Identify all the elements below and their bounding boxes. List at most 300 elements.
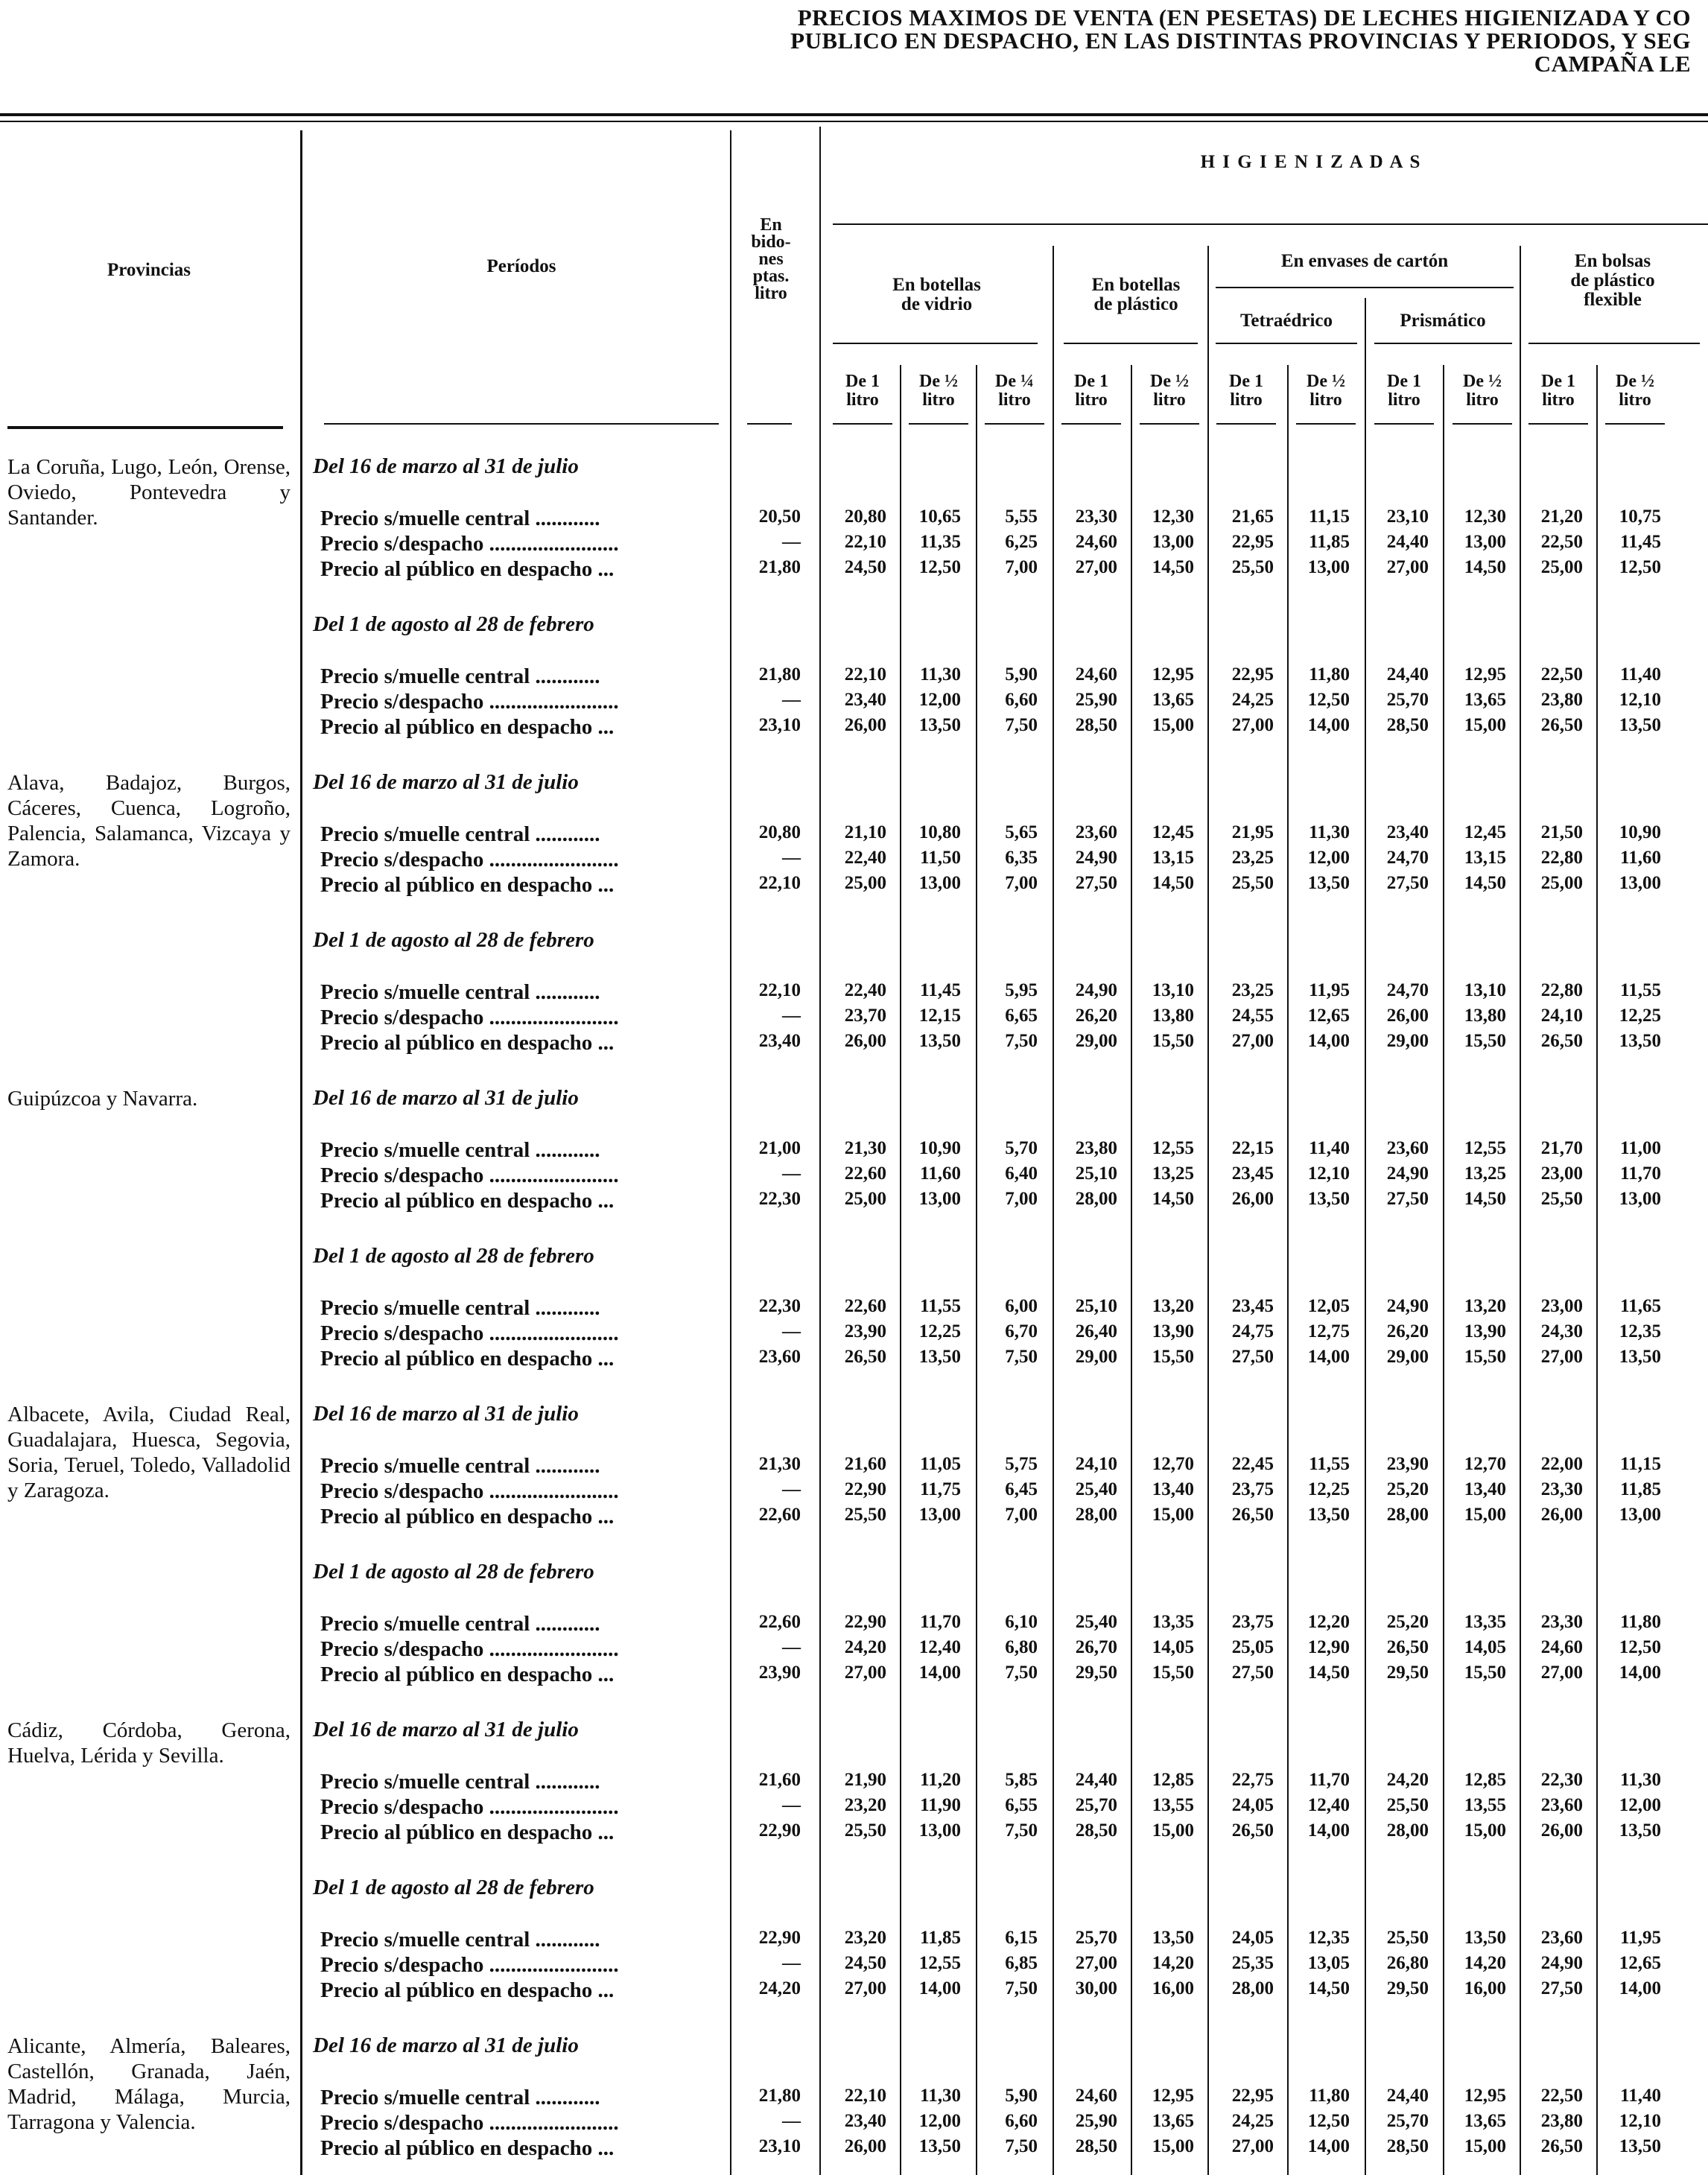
price-cell: 13,50: [1619, 1347, 1661, 1367]
price-cell: 23,90: [1386, 1454, 1429, 1474]
price-cell: 20,50: [758, 507, 801, 527]
sub-header-bottom: litro: [1619, 390, 1651, 410]
price-cell: 25,50: [844, 1505, 886, 1525]
price-cell: —: [782, 1321, 801, 1341]
price-cell: 13,00: [918, 1505, 961, 1525]
price-cell: 24,25: [1231, 690, 1274, 710]
carton-header: En envases de cartón: [1280, 251, 1449, 271]
price-cell: 27,50: [1540, 1978, 1583, 1998]
sub-header-top: De ½: [1616, 372, 1654, 391]
price-cell: 24,50: [844, 557, 886, 577]
price-cell: 23,30: [1075, 507, 1117, 527]
price-cell: 12,00: [918, 2111, 961, 2131]
price-cell: 27,00: [1540, 1663, 1583, 1683]
price-cell: 11,55: [1620, 980, 1661, 1000]
price-cell: 26,00: [844, 2136, 886, 2156]
sub-header-top: De ¼: [995, 372, 1034, 391]
price-cell: 14,50: [1307, 1663, 1350, 1683]
price-cell: —: [782, 1795, 801, 1815]
price-cell: 24,90: [1540, 1953, 1583, 1973]
price-cell: 27,00: [844, 1663, 886, 1683]
sub-header-bottom: litro: [1153, 390, 1186, 410]
period-label: Del 16 de marzo al 31 de julio: [313, 770, 579, 794]
tetra-rule: [1216, 343, 1357, 344]
price-cell: 22,95: [1231, 2086, 1274, 2106]
prismatico-header: Prismático: [1400, 311, 1486, 331]
tetraedrico-header: Tetraédrico: [1239, 311, 1333, 331]
price-cell: 25,10: [1075, 1163, 1117, 1184]
price-cell: 25,00: [1540, 873, 1583, 893]
price-cell: 24,60: [1540, 1637, 1583, 1657]
price-cell: 25,40: [1075, 1612, 1117, 1632]
price-cell: —: [782, 1163, 801, 1184]
price-cell: 25,90: [1075, 690, 1117, 710]
price-cell: 6,70: [1005, 1321, 1038, 1341]
price-cell: 12,00: [918, 690, 961, 710]
price-cell: 14,50: [1152, 557, 1194, 577]
price-cell: 25,00: [844, 873, 886, 893]
price-cell: 26,00: [1540, 1505, 1583, 1525]
vidrio-header-line: de vidrio: [901, 294, 973, 314]
price-cell: 13,50: [918, 2136, 961, 2156]
price-cell: 11,15: [1309, 507, 1350, 527]
price-cell: 11,20: [920, 1770, 961, 1790]
price-cell: 12,10: [1307, 1163, 1350, 1184]
price-cell: 26,50: [1231, 1820, 1274, 1841]
price-cell: 20,80: [758, 822, 801, 842]
price-cell: 6,65: [1005, 1006, 1038, 1026]
price-cell: 14,50: [1152, 1189, 1194, 1209]
price-cell: 22,95: [1231, 664, 1274, 685]
price-cell: 6,55: [1005, 1795, 1038, 1815]
price-cell: 12,20: [1307, 1612, 1350, 1632]
price-cell: 6,15: [1005, 1928, 1038, 1948]
bolsas-header-line: de plástico: [1570, 270, 1655, 290]
price-cell: 15,00: [1152, 1820, 1194, 1841]
price-cell: 12,45: [1464, 822, 1506, 842]
price-cell: 13,50: [1619, 2136, 1661, 2156]
price-cell: 22,50: [1540, 532, 1583, 552]
price-cell: 24,90: [1075, 980, 1117, 1000]
price-cell: 13,10: [1464, 980, 1506, 1000]
price-cell: —: [782, 1006, 801, 1026]
price-cell: 11,35: [920, 532, 961, 552]
price-cell: 12,30: [1464, 507, 1506, 527]
bidones-header-line: ptas.: [752, 267, 790, 286]
row-label: Precio al público en despacho ...: [320, 1663, 615, 1686]
price-cell: 11,30: [920, 664, 961, 685]
price-cell: 26,50: [844, 1347, 886, 1367]
price-cell: —: [782, 532, 801, 552]
price-cell: 5,95: [1005, 980, 1038, 1000]
price-cell: 28,50: [1386, 715, 1429, 735]
price-cell: 21,80: [758, 557, 801, 577]
price-cell: 12,50: [1307, 2111, 1350, 2131]
price-cell: 14,50: [1464, 557, 1506, 577]
price-cell: 12,95: [1464, 664, 1506, 685]
price-cell: 5,90: [1005, 2086, 1038, 2106]
sub-header-rule-9: [1453, 423, 1512, 425]
price-cell: 28,00: [1231, 1978, 1274, 1998]
sub-header-top: De 1: [1074, 372, 1108, 391]
price-cell: 11,80: [1620, 1612, 1661, 1632]
price-cell: 12,75: [1307, 1321, 1350, 1341]
price-cell: 11,45: [920, 980, 961, 1000]
sub-header-top: De 1: [1541, 372, 1575, 391]
price-cell: 27,50: [1231, 1347, 1274, 1367]
price-cell: 26,00: [1540, 1820, 1583, 1841]
price-cell: 24,40: [1386, 2086, 1429, 2106]
price-cell: 6,85: [1005, 1953, 1038, 1973]
price-cell: 28,00: [1075, 1505, 1117, 1525]
sub-header-rule-4: [1061, 423, 1121, 425]
price-cell: 28,00: [1386, 1820, 1429, 1841]
col-rule-2: [976, 365, 977, 2175]
price-cell: 11,55: [1309, 1454, 1350, 1474]
price-cell: 27,00: [1231, 2136, 1274, 2156]
price-cell: 23,30: [1540, 1479, 1583, 1499]
price-cell: 23,00: [1540, 1296, 1583, 1316]
price-cell: 10,90: [918, 1138, 961, 1158]
price-cell: 14,20: [1152, 1953, 1194, 1973]
price-cell: 24,60: [1075, 2086, 1117, 2106]
price-cell: 24,70: [1386, 980, 1429, 1000]
price-cell: 24,30: [1540, 1321, 1583, 1341]
period-label: Del 1 de agosto al 28 de febrero: [313, 1876, 594, 1899]
provincias-header: Provincias: [107, 260, 191, 280]
price-cell: 22,00: [1540, 1454, 1583, 1474]
price-cell: 22,80: [1540, 980, 1583, 1000]
price-cell: 24,25: [1231, 2111, 1274, 2131]
price-cell: 15,50: [1152, 1347, 1194, 1367]
price-cell: 25,10: [1075, 1296, 1117, 1316]
price-cell: 29,00: [1075, 1347, 1117, 1367]
col-rule-10: [1596, 365, 1598, 2175]
sub-header-bottom: litro: [846, 390, 879, 410]
price-cell: 23,60: [1075, 822, 1117, 842]
price-cell: 10,75: [1619, 507, 1661, 527]
price-cell: 11,60: [1620, 848, 1661, 868]
price-cell: 14,05: [1464, 1637, 1506, 1657]
price-cell: 21,65: [1231, 507, 1274, 527]
price-cell: 22,50: [1540, 2086, 1583, 2106]
price-cell: 20,80: [844, 507, 886, 527]
price-cell: 21,95: [1231, 822, 1274, 842]
bolsas-header-line: En bolsas: [1574, 251, 1651, 271]
price-cell: 11,55: [920, 1296, 961, 1316]
row-label: Precio s/muelle central ............: [320, 1612, 600, 1636]
price-cell: 5,75: [1005, 1454, 1038, 1474]
price-cell: 25,20: [1386, 1612, 1429, 1632]
price-cell: 11,65: [1620, 1296, 1661, 1316]
sub-header-top: De 1: [1229, 372, 1263, 391]
price-cell: —: [782, 1953, 801, 1973]
price-cell: 7,50: [1005, 2136, 1038, 2156]
price-cell: 27,00: [1231, 715, 1274, 735]
price-cell: 11,60: [920, 1163, 961, 1184]
row-label: Precio s/muelle central ............: [320, 980, 600, 1004]
row-label: Precio al público en despacho ...: [320, 1978, 615, 2002]
price-cell: 14,00: [1307, 2136, 1350, 2156]
row-label: Precio s/muelle central ............: [320, 507, 600, 530]
price-cell: 23,10: [1386, 507, 1429, 527]
row-label: Precio s/muelle central ............: [320, 1296, 600, 1320]
sub-header-top: De ½: [1463, 372, 1502, 391]
price-cell: 7,00: [1005, 1189, 1038, 1209]
price-cell: 24,40: [1386, 532, 1429, 552]
price-cell: 26,20: [1386, 1321, 1429, 1341]
row-label: Precio al público en despacho ...: [320, 1189, 615, 1213]
title-line-2: PUBLICO EN DESPACHO, EN LAS DISTINTAS PROVINCIAS Y PERIODOS, Y SEG: [790, 28, 1691, 54]
price-cell: 23,80: [1540, 690, 1583, 710]
price-cell: 12,40: [1307, 1795, 1350, 1815]
price-cell: 21,60: [844, 1454, 886, 1474]
row-label: Precio s/despacho ........................: [320, 1953, 619, 1977]
row-label: Precio s/despacho ........................: [320, 1163, 619, 1187]
row-label: Precio s/despacho ........................: [320, 1637, 619, 1661]
price-cell: 13,55: [1464, 1795, 1506, 1815]
periodos-header: Períodos: [486, 256, 556, 276]
bidones-header-line: nes: [758, 250, 784, 269]
price-cell: 12,85: [1464, 1770, 1506, 1790]
price-cell: 22,90: [844, 1612, 886, 1632]
price-cell: 23,40: [844, 2111, 886, 2131]
price-cell: 24,75: [1231, 1321, 1274, 1341]
price-cell: 25,00: [844, 1189, 886, 1209]
price-cell: 21,90: [844, 1770, 886, 1790]
top-rule: [0, 113, 1708, 116]
price-cell: 12,70: [1464, 1454, 1506, 1474]
price-cell: 15,50: [1464, 1663, 1506, 1683]
price-cell: 5,85: [1005, 1770, 1038, 1790]
price-cell: 16,00: [1152, 1978, 1194, 1998]
price-cell: 14,00: [1619, 1663, 1661, 1683]
price-cell: 12,00: [1619, 1795, 1661, 1815]
price-cell: 28,50: [1386, 2136, 1429, 2156]
price-cell: 12,00: [1307, 848, 1350, 868]
price-cell: 23,40: [1386, 822, 1429, 842]
price-cell: 6,35: [1005, 848, 1038, 868]
period-label: Del 1 de agosto al 28 de febrero: [313, 1244, 594, 1268]
price-cell: 12,95: [1464, 2086, 1506, 2106]
price-cell: 22,40: [844, 980, 886, 1000]
price-cell: 15,00: [1152, 715, 1194, 735]
price-cell: 15,50: [1464, 1347, 1506, 1367]
price-cell: 22,90: [758, 1820, 801, 1841]
col-rule-provinces: [300, 130, 302, 2175]
price-cell: 21,50: [1540, 822, 1583, 842]
price-cell: 16,00: [1464, 1978, 1506, 1998]
price-cell: 13,50: [1307, 1189, 1350, 1209]
price-cell: 7,50: [1005, 1978, 1038, 1998]
price-cell: 14,20: [1464, 1953, 1506, 1973]
price-cell: 24,05: [1231, 1795, 1274, 1815]
price-cell: 21,00: [758, 1138, 801, 1158]
price-cell: 24,90: [1386, 1296, 1429, 1316]
periods-header-rule: [324, 423, 719, 425]
price-cell: 23,30: [1540, 1612, 1583, 1632]
price-cell: 24,10: [1540, 1006, 1583, 1026]
price-cell: 25,50: [1231, 873, 1274, 893]
sub-header-rule-11: [1605, 423, 1665, 425]
price-cell: 26,70: [1075, 1637, 1117, 1657]
price-cell: 14,50: [1152, 873, 1194, 893]
price-cell: 5,55: [1005, 507, 1038, 527]
province-group-label: Albacete, Avila, Ciudad Real, Guadalajara, Huesca, Segovia, Soria, Teruel, Toledo, Valladolid y Zaragoza.: [7, 1403, 291, 1502]
province-group-label: La Coruña, Lugo, León, Orense, Oviedo, Pontevedra y Santander.: [7, 455, 291, 530]
price-cell: 12,90: [1307, 1637, 1350, 1657]
page-title: [588, 6, 1691, 75]
price-cell: 22,60: [844, 1163, 886, 1184]
price-cell: 13,35: [1152, 1612, 1194, 1632]
price-cell: 13,90: [1152, 1321, 1194, 1341]
sub-header-top: De 1: [845, 372, 880, 391]
price-cell: 13,25: [1464, 1163, 1506, 1184]
price-cell: 24,90: [1386, 1163, 1429, 1184]
price-cell: 22,30: [758, 1296, 801, 1316]
price-cell: —: [782, 1479, 801, 1499]
price-cell: 27,00: [1231, 1031, 1274, 1051]
price-cell: 22,45: [1231, 1454, 1274, 1474]
col-rule-4: [1131, 365, 1132, 2175]
price-cell: 24,50: [844, 1953, 886, 1973]
price-cell: 26,00: [1386, 1006, 1429, 1026]
price-cell: 12,35: [1619, 1321, 1661, 1341]
price-cell: 11,40: [1620, 664, 1661, 685]
price-cell: 13,00: [918, 1189, 961, 1209]
price-cell: 5,70: [1005, 1138, 1038, 1158]
price-cell: 24,60: [1075, 664, 1117, 685]
price-cell: 6,10: [1005, 1612, 1038, 1632]
price-cell: 12,25: [1307, 1479, 1350, 1499]
price-cell: 15,00: [1464, 1505, 1506, 1525]
period-label: Del 1 de agosto al 28 de febrero: [313, 612, 594, 636]
price-cell: 25,05: [1231, 1637, 1274, 1657]
price-cell: 22,40: [844, 848, 886, 868]
price-cell: 7,00: [1005, 1505, 1038, 1525]
price-cell: 28,50: [1075, 1820, 1117, 1841]
row-label: Precio al público en despacho ...: [320, 1031, 615, 1055]
sub-header-rule-1: [833, 423, 892, 425]
price-cell: 15,00: [1464, 2136, 1506, 2156]
price-cell: 23,00: [1540, 1163, 1583, 1184]
price-cell: 23,20: [844, 1928, 886, 1948]
price-cell: 24,05: [1231, 1928, 1274, 1948]
col-rule-8: [1443, 365, 1444, 2175]
price-cell: 13,65: [1464, 2111, 1506, 2131]
price-cell: 24,40: [1075, 1770, 1117, 1790]
price-cell: 23,75: [1231, 1612, 1274, 1632]
row-label: Precio s/muelle central ............: [320, 1454, 600, 1478]
row-label: Precio al público en despacho ...: [320, 1347, 615, 1371]
price-cell: 23,20: [844, 1795, 886, 1815]
price-cell: 26,80: [1386, 1953, 1429, 1973]
price-cell: 25,70: [1075, 1795, 1117, 1815]
price-cell: 13,65: [1152, 690, 1194, 710]
price-cell: 12,85: [1152, 1770, 1194, 1790]
price-cell: 13,50: [918, 1031, 961, 1051]
price-cell: 21,70: [1540, 1138, 1583, 1158]
price-cell: 21,60: [758, 1770, 801, 1790]
price-cell: 6,60: [1005, 2111, 1038, 2131]
sub-header-rule-7: [1296, 423, 1356, 425]
price-cell: 25,90: [1075, 2111, 1117, 2131]
price-cell: 23,60: [758, 1347, 801, 1367]
price-cell: 7,50: [1005, 1347, 1038, 1367]
price-cell: 12,95: [1152, 2086, 1194, 2106]
price-cell: 11,85: [1620, 1479, 1661, 1499]
price-cell: 28,00: [1075, 1189, 1117, 1209]
price-cell: 13,00: [918, 1820, 961, 1841]
price-cell: 26,50: [1540, 2136, 1583, 2156]
row-label: Precio s/despacho ........................: [320, 690, 619, 714]
price-cell: 29,00: [1386, 1031, 1429, 1051]
price-cell: 25,70: [1075, 1928, 1117, 1948]
sub-header-bottom: litro: [1466, 390, 1499, 410]
price-cell: 22,75: [1231, 1770, 1274, 1790]
price-cell: 14,00: [1307, 1031, 1350, 1051]
price-cell: 21,20: [1540, 507, 1583, 527]
price-cell: 13,00: [918, 873, 961, 893]
col-rule-6: [1287, 365, 1289, 2175]
price-cell: 13,55: [1152, 1795, 1194, 1815]
price-cell: 26,20: [1075, 1006, 1117, 1026]
price-cell: 22,10: [844, 2086, 886, 2106]
price-cell: 11,85: [920, 1928, 961, 1948]
sub-header-bottom: litro: [1230, 390, 1263, 410]
price-cell: 22,10: [758, 873, 801, 893]
row-label: Precio s/muelle central ............: [320, 664, 600, 688]
sub-header-bottom: litro: [1075, 390, 1108, 410]
price-cell: 13,50: [1619, 715, 1661, 735]
price-cell: 22,10: [844, 664, 886, 685]
price-cell: 13,80: [1464, 1006, 1506, 1026]
province-group-label: Alava, Badajoz, Burgos, Cáceres, Cuenca, Logroño, Palencia, Salamanca, Vizcaya y Zamora.: [7, 771, 291, 871]
price-cell: 15,50: [1152, 1663, 1194, 1683]
price-cell: 6,40: [1005, 1163, 1038, 1184]
price-cell: 11,70: [1620, 1163, 1661, 1184]
price-cell: 11,80: [1309, 664, 1350, 685]
price-cell: —: [782, 848, 801, 868]
price-cell: 13,15: [1152, 848, 1194, 868]
higienizadas-rule: [833, 223, 1708, 225]
price-cell: 13,00: [1152, 532, 1194, 552]
province-group-label: Guipúzcoa y Navarra.: [7, 1087, 198, 1111]
price-cell: 13,15: [1464, 848, 1506, 868]
price-cell: 22,90: [758, 1928, 801, 1948]
price-cell: 13,65: [1464, 690, 1506, 710]
col-rule-7: [1365, 298, 1366, 2175]
price-cell: 13,20: [1152, 1296, 1194, 1316]
price-cell: 12,50: [918, 557, 961, 577]
price-cell: 12,50: [1619, 557, 1661, 577]
period-label: Del 1 de agosto al 28 de febrero: [313, 1560, 594, 1584]
price-cell: 12,55: [1152, 1138, 1194, 1158]
price-cell: 29,50: [1386, 1663, 1429, 1683]
vidrio-rule: [833, 343, 1038, 344]
sub-header-rule-3: [985, 423, 1044, 425]
row-label: Precio s/muelle central ............: [320, 2086, 600, 2109]
price-cell: 27,00: [844, 1978, 886, 1998]
price-cell: 12,15: [918, 1006, 961, 1026]
price-cell: 25,50: [1386, 1795, 1429, 1815]
price-cell: 23,10: [758, 2136, 801, 2156]
price-cell: 22,95: [1231, 532, 1274, 552]
price-cell: 24,20: [844, 1637, 886, 1657]
price-cell: 11,30: [1309, 822, 1350, 842]
price-cell: 24,60: [1075, 532, 1117, 552]
price-cell: 29,00: [1075, 1031, 1117, 1051]
